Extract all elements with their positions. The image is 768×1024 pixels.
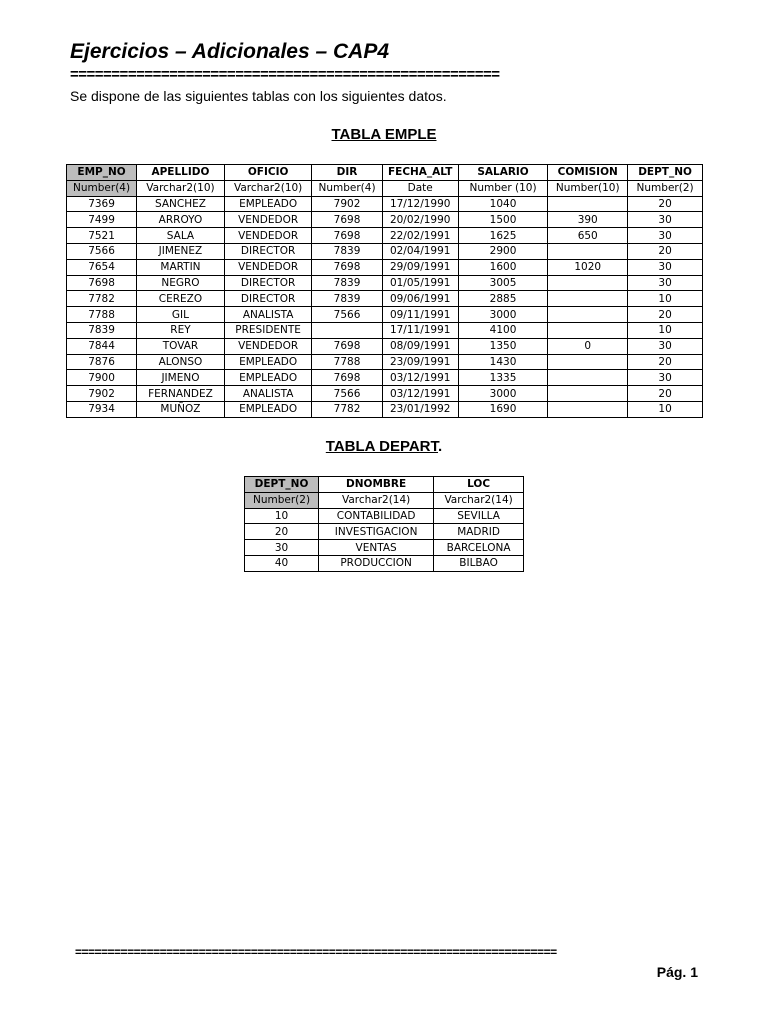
column-type: Varchar2(14) bbox=[319, 492, 434, 508]
table-cell: 1430 bbox=[458, 354, 547, 370]
table-cell: 17/11/1991 bbox=[382, 322, 458, 338]
table-cell: 7782 bbox=[312, 401, 382, 417]
table-cell: 03/12/1991 bbox=[382, 370, 458, 386]
table-cell: VENDEDOR bbox=[224, 228, 312, 244]
table-row bbox=[67, 228, 703, 244]
column-type: Varchar2(10) bbox=[137, 180, 225, 196]
table-cell bbox=[548, 370, 628, 386]
depart-body bbox=[245, 508, 524, 571]
table-cell: 30 bbox=[628, 338, 703, 354]
depart-table-title-suffix: . bbox=[438, 438, 443, 455]
column-header: OFICIO bbox=[224, 165, 312, 181]
table-cell: MUÑOZ bbox=[137, 401, 225, 417]
table-cell: VENTAS bbox=[319, 540, 434, 556]
table-cell: 7902 bbox=[312, 196, 382, 212]
table-cell: SEVILLA bbox=[434, 508, 524, 524]
table-cell: 23/01/1992 bbox=[382, 401, 458, 417]
emple-body bbox=[67, 196, 703, 417]
emple-table bbox=[66, 164, 703, 418]
table-cell: 7839 bbox=[312, 275, 382, 291]
table-cell: 22/02/1991 bbox=[382, 228, 458, 244]
table-cell: VENDEDOR bbox=[224, 212, 312, 228]
column-type: Number(2) bbox=[628, 180, 703, 196]
table-row bbox=[245, 508, 524, 524]
table-cell: 1020 bbox=[548, 259, 628, 275]
table-cell: 40 bbox=[245, 555, 319, 571]
emple-table-title bbox=[0, 126, 768, 143]
table-cell: 7839 bbox=[67, 322, 137, 338]
table-cell: SALA bbox=[137, 228, 225, 244]
emple-type-row bbox=[67, 180, 703, 196]
table-cell: 3000 bbox=[458, 386, 547, 402]
column-header: LOC bbox=[434, 477, 524, 493]
table-row bbox=[67, 196, 703, 212]
table-cell: 20 bbox=[628, 354, 703, 370]
table-cell: 17/12/1990 bbox=[382, 196, 458, 212]
table-cell: PRODUCCION bbox=[319, 555, 434, 571]
table-cell: 1690 bbox=[458, 401, 547, 417]
table-cell: CONTABILIDAD bbox=[319, 508, 434, 524]
column-header: DEPT_NO bbox=[245, 477, 319, 493]
table-cell: 7839 bbox=[312, 243, 382, 259]
depart-table bbox=[244, 476, 524, 572]
table-cell: 1350 bbox=[458, 338, 547, 354]
column-type: Number(10) bbox=[548, 180, 628, 196]
table-cell bbox=[548, 322, 628, 338]
table-cell: 20 bbox=[628, 386, 703, 402]
table-cell: 09/11/1991 bbox=[382, 307, 458, 323]
table-cell bbox=[548, 307, 628, 323]
column-type: Number(4) bbox=[67, 180, 137, 196]
table-cell: 1600 bbox=[458, 259, 547, 275]
page-title: Ejercicios – Adicionales – CAP4 bbox=[70, 40, 390, 63]
table-cell: 30 bbox=[245, 540, 319, 556]
table-cell: 7566 bbox=[67, 243, 137, 259]
table-cell: 1335 bbox=[458, 370, 547, 386]
table-cell: BARCELONA bbox=[434, 540, 524, 556]
table-cell: 7698 bbox=[312, 212, 382, 228]
table-row bbox=[245, 524, 524, 540]
table-cell: PRESIDENTE bbox=[224, 322, 312, 338]
table-cell: 23/09/1991 bbox=[382, 354, 458, 370]
table-cell: 7902 bbox=[67, 386, 137, 402]
table-cell: 7844 bbox=[67, 338, 137, 354]
table-row bbox=[67, 370, 703, 386]
column-type: Number(2) bbox=[245, 492, 319, 508]
table-cell: 7788 bbox=[312, 354, 382, 370]
column-header: COMISION bbox=[548, 165, 628, 181]
column-type: Number(4) bbox=[312, 180, 382, 196]
table-cell: 30 bbox=[628, 275, 703, 291]
table-cell: 20/02/1990 bbox=[382, 212, 458, 228]
depart-table-title-text: TABLA DEPART bbox=[325, 438, 439, 455]
table-cell: 7698 bbox=[312, 259, 382, 275]
table-cell: 30 bbox=[628, 370, 703, 386]
table-cell: 01/05/1991 bbox=[382, 275, 458, 291]
table-cell: DIRECTOR bbox=[224, 243, 312, 259]
table-cell: 10 bbox=[628, 322, 703, 338]
column-type: Varchar2(14) bbox=[434, 492, 524, 508]
column-header: APELLIDO bbox=[137, 165, 225, 181]
table-cell: 30 bbox=[628, 212, 703, 228]
table-cell: 10 bbox=[628, 401, 703, 417]
table-cell: 1500 bbox=[458, 212, 547, 228]
table-cell: 7934 bbox=[67, 401, 137, 417]
table-cell: 7698 bbox=[312, 228, 382, 244]
table-cell bbox=[548, 386, 628, 402]
depart-table-title bbox=[0, 438, 768, 455]
table-cell: 7499 bbox=[67, 212, 137, 228]
table-cell: 10 bbox=[628, 291, 703, 307]
table-cell: 02/04/1991 bbox=[382, 243, 458, 259]
emple-table-title-text: TABLA EMPLE bbox=[331, 126, 437, 143]
table-row bbox=[67, 307, 703, 323]
table-row bbox=[67, 322, 703, 338]
table-cell bbox=[548, 291, 628, 307]
table-cell bbox=[548, 401, 628, 417]
table-cell: 7839 bbox=[312, 291, 382, 307]
table-row bbox=[245, 540, 524, 556]
depart-type-row bbox=[245, 492, 524, 508]
table-cell: 1040 bbox=[458, 196, 547, 212]
table-cell: 650 bbox=[548, 228, 628, 244]
table-cell: 20 bbox=[628, 196, 703, 212]
table-row bbox=[67, 259, 703, 275]
table-cell bbox=[548, 275, 628, 291]
table-cell: 20 bbox=[628, 243, 703, 259]
table-cell bbox=[548, 354, 628, 370]
table-cell: 20 bbox=[245, 524, 319, 540]
table-cell: 0 bbox=[548, 338, 628, 354]
table-cell: 09/06/1991 bbox=[382, 291, 458, 307]
column-header: DIR bbox=[312, 165, 382, 181]
column-type: Date bbox=[382, 180, 458, 196]
table-cell bbox=[548, 243, 628, 259]
table-cell: EMPLEADO bbox=[224, 354, 312, 370]
table-cell: 10 bbox=[245, 508, 319, 524]
table-cell: ANALISTA bbox=[224, 386, 312, 402]
intro-text: Se dispone de las siguientes tablas con los siguientes datos. bbox=[70, 88, 447, 104]
table-cell: INVESTIGACION bbox=[319, 524, 434, 540]
table-cell: 1625 bbox=[458, 228, 547, 244]
table-cell: 7900 bbox=[67, 370, 137, 386]
depart-header-row bbox=[245, 477, 524, 493]
footer-rule: ========================================================================== bbox=[75, 945, 557, 959]
table-cell: 08/09/1991 bbox=[382, 338, 458, 354]
column-header: DNOMBRE bbox=[319, 477, 434, 493]
table-cell: EMPLEADO bbox=[224, 196, 312, 212]
table-cell bbox=[312, 322, 382, 338]
table-cell: SANCHEZ bbox=[137, 196, 225, 212]
column-header: DEPT_NO bbox=[628, 165, 703, 181]
table-row bbox=[67, 401, 703, 417]
emple-header-row bbox=[67, 165, 703, 181]
table-cell: VENDEDOR bbox=[224, 259, 312, 275]
table-cell: 7698 bbox=[312, 338, 382, 354]
table-cell: DIRECTOR bbox=[224, 291, 312, 307]
table-cell: 7698 bbox=[312, 370, 382, 386]
table-cell: ANALISTA bbox=[224, 307, 312, 323]
table-cell: 3005 bbox=[458, 275, 547, 291]
table-cell: 30 bbox=[628, 259, 703, 275]
column-header: SALARIO bbox=[458, 165, 547, 181]
table-cell: 7876 bbox=[67, 354, 137, 370]
table-cell: 2900 bbox=[458, 243, 547, 259]
table-row bbox=[245, 555, 524, 571]
header-rule: ==================================================== bbox=[70, 66, 500, 83]
table-cell: 4100 bbox=[458, 322, 547, 338]
column-header: EMP_NO bbox=[67, 165, 137, 181]
table-cell: BILBAO bbox=[434, 555, 524, 571]
table-cell: 20 bbox=[628, 307, 703, 323]
column-type: Varchar2(10) bbox=[224, 180, 312, 196]
table-row bbox=[67, 386, 703, 402]
column-type: Number (10) bbox=[458, 180, 547, 196]
table-cell: 390 bbox=[548, 212, 628, 228]
table-cell: EMPLEADO bbox=[224, 370, 312, 386]
table-cell: 7782 bbox=[67, 291, 137, 307]
table-cell: NEGRO bbox=[137, 275, 225, 291]
page-number: Pág. 1 bbox=[656, 964, 698, 980]
table-row bbox=[67, 212, 703, 228]
table-cell: GIL bbox=[137, 307, 225, 323]
table-row bbox=[67, 338, 703, 354]
table-cell: 29/09/1991 bbox=[382, 259, 458, 275]
table-cell: FERNANDEZ bbox=[137, 386, 225, 402]
table-cell: ALONSO bbox=[137, 354, 225, 370]
table-cell: MADRID bbox=[434, 524, 524, 540]
table-cell: 03/12/1991 bbox=[382, 386, 458, 402]
table-cell: 7369 bbox=[67, 196, 137, 212]
table-cell: 7566 bbox=[312, 307, 382, 323]
table-cell: ARROYO bbox=[137, 212, 225, 228]
table-cell: JIMENEZ bbox=[137, 243, 225, 259]
table-cell: CEREZO bbox=[137, 291, 225, 307]
table-cell: 3000 bbox=[458, 307, 547, 323]
column-header: FECHA_ALT bbox=[382, 165, 458, 181]
table-cell: 7566 bbox=[312, 386, 382, 402]
table-row bbox=[67, 291, 703, 307]
table-cell: 7698 bbox=[67, 275, 137, 291]
table-cell: 30 bbox=[628, 228, 703, 244]
table-row bbox=[67, 275, 703, 291]
table-cell bbox=[548, 196, 628, 212]
table-cell: MARTIN bbox=[137, 259, 225, 275]
table-cell: TOVAR bbox=[137, 338, 225, 354]
table-cell: REY bbox=[137, 322, 225, 338]
table-cell: JIMENO bbox=[137, 370, 225, 386]
table-cell: 7654 bbox=[67, 259, 137, 275]
table-row bbox=[67, 354, 703, 370]
table-cell: 7521 bbox=[67, 228, 137, 244]
table-cell: 7788 bbox=[67, 307, 137, 323]
table-cell: EMPLEADO bbox=[224, 401, 312, 417]
table-cell: 2885 bbox=[458, 291, 547, 307]
table-row bbox=[67, 243, 703, 259]
table-cell: DIRECTOR bbox=[224, 275, 312, 291]
table-cell: VENDEDOR bbox=[224, 338, 312, 354]
